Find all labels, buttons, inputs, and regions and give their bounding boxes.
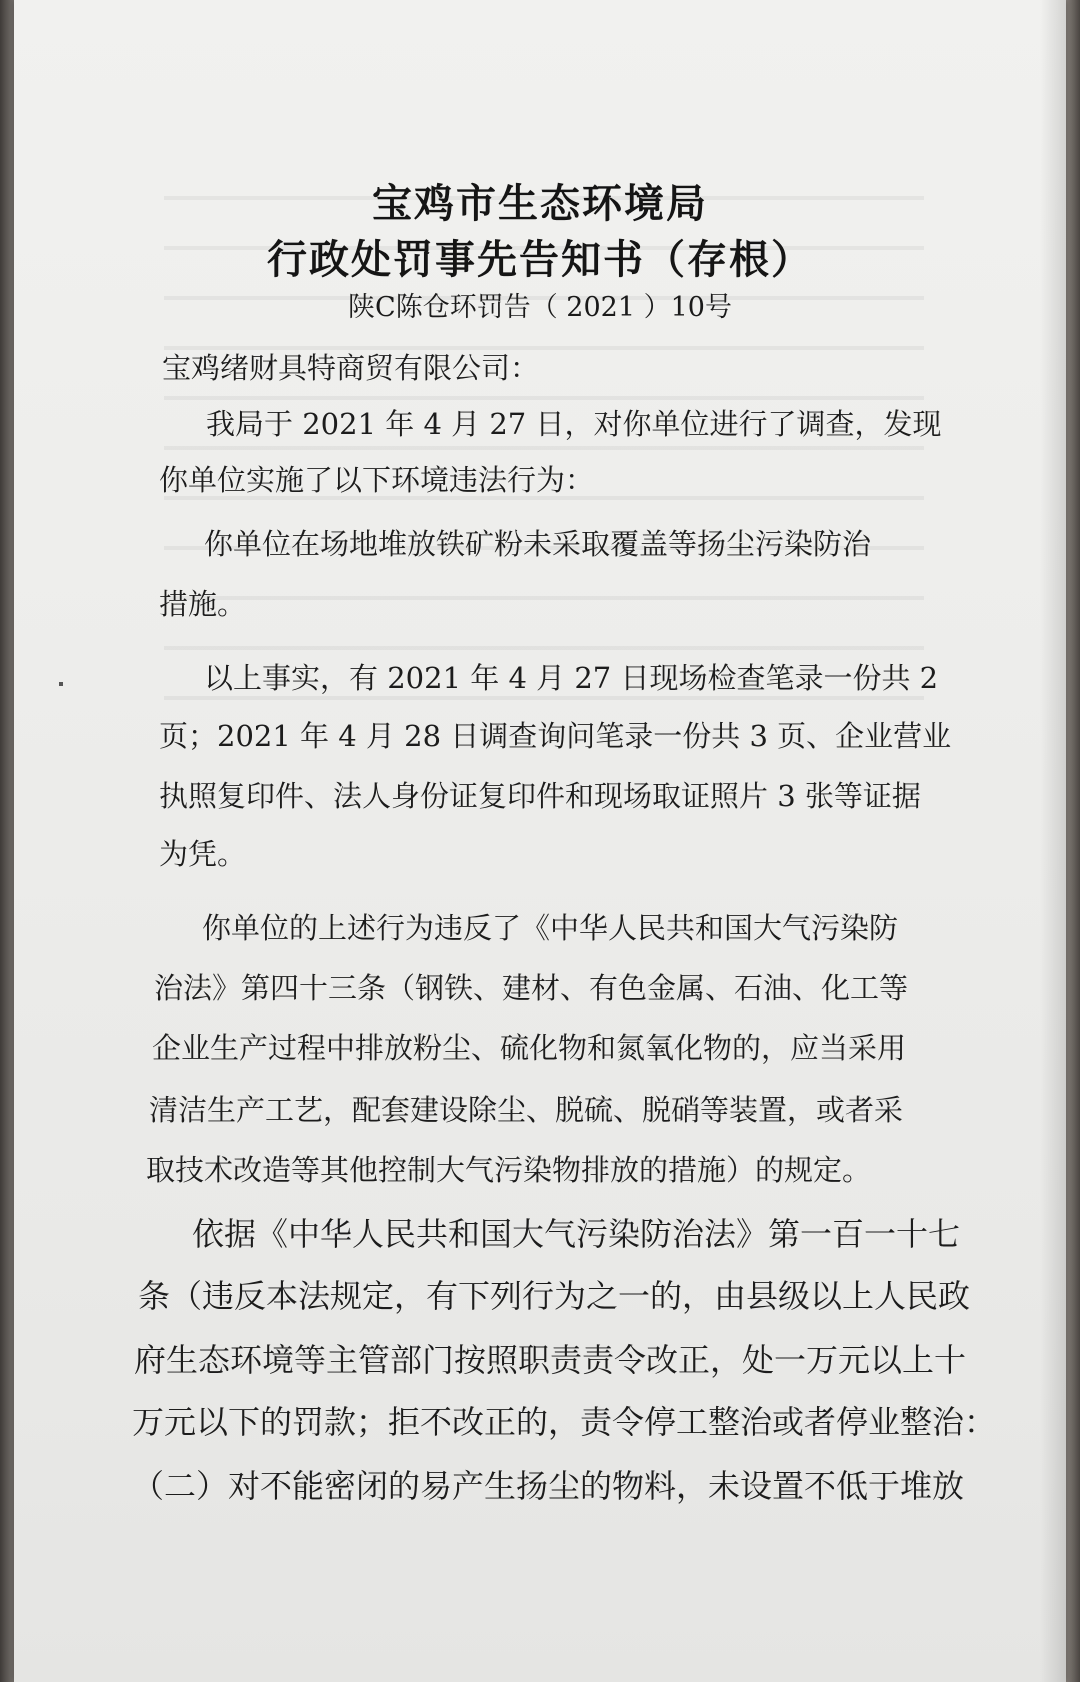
body-line: 你单位在场地堆放铁矿粉未采取覆盖等扬尘污染防治 <box>204 527 872 561</box>
body-line: 府生态环境等主管部门按照职责责令改正，处一万元以上十 <box>134 1341 967 1379</box>
body-line: 措施。 <box>159 587 247 621</box>
margin-mark <box>59 682 63 686</box>
body-line: 取技术改造等其他控制大气污染物排放的措施）的规定。 <box>146 1153 872 1187</box>
body-line: 我局于 2021 年 4 月 27 日，对你单位进行了调查，发现 <box>206 407 942 441</box>
body-line: 执照复印件、法人身份证复印件和现场取证照片 3 张等证据 <box>159 779 921 813</box>
recipient-line: 宝鸡绪财具特商贸有限公司： <box>162 351 540 385</box>
body-line: 万元以下的罚款；拒不改正的，责令停工整治或者停业整治： <box>132 1403 997 1441</box>
body-line: 条（违反本法规定，有下列行为之一的，由县级以上人民政 <box>138 1277 971 1315</box>
body-line: 你单位实施了以下环境违法行为： <box>159 463 595 497</box>
body-line: 页；2021 年 4 月 28 日调查询问笔录一份共 3 页、企业营业 <box>159 719 952 753</box>
body-line: 治法》第四十三条（钢铁、建材、有色金属、石油、化工等 <box>154 971 909 1005</box>
body-line: 依据《中华人民共和国大气污染防治法》第一百一十七 <box>192 1215 961 1253</box>
body-line: 为凭。 <box>159 837 247 871</box>
document-title-issuer: 宝鸡市生态环境局 <box>372 181 708 227</box>
body-line: 清洁生产工艺，配套建设除尘、脱硫、脱硝等装置，或者采 <box>149 1093 904 1127</box>
document-page <box>14 0 1066 1682</box>
body-line: 企业生产过程中排放粉尘、硫化物和氮氧化物的，应当采用 <box>152 1031 907 1065</box>
body-line: （二）对不能密闭的易产生扬尘的物料，未设置不低于堆放 <box>132 1467 965 1505</box>
body-line: 你单位的上述行为违反了《中华人民共和国大气污染防 <box>202 911 899 945</box>
document-title-type: 行政处罚事先告知书（存根） <box>267 237 813 283</box>
body-line: 以上事实，有 2021 年 4 月 27 日现场检查笔录一份共 2 <box>204 661 939 695</box>
document-number: 陕C陈仓环罚告（ 2021 ）10号 <box>348 292 732 323</box>
